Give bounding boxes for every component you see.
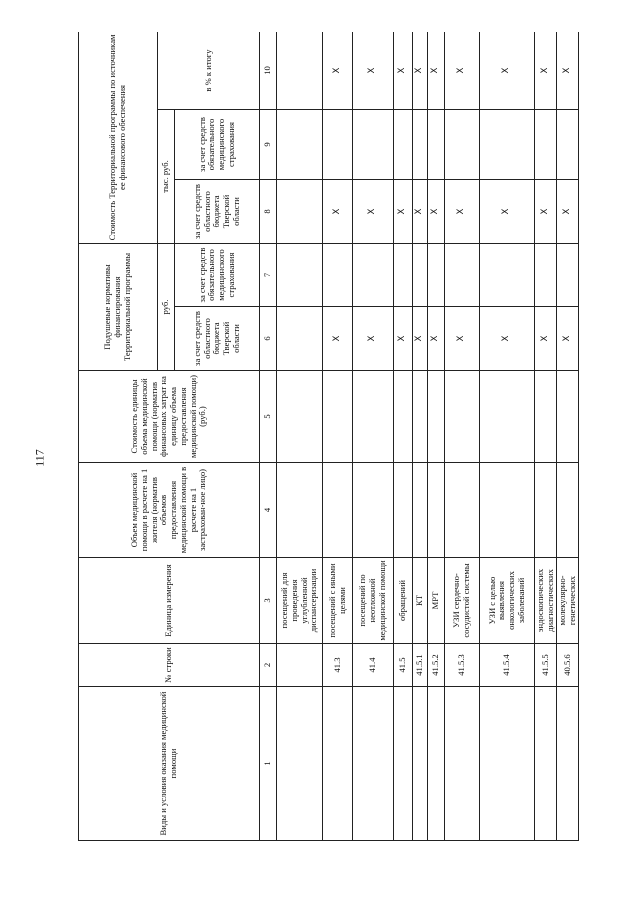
table-row (277, 32, 323, 841)
cell-name (277, 687, 323, 841)
cell-c9 (353, 110, 394, 180)
cell-c4 (479, 463, 534, 558)
table-row (353, 32, 394, 841)
header-kind: Виды и условия оказания медицинской помощи (79, 687, 260, 841)
cell-c9 (412, 110, 427, 180)
cell-c6: X (444, 307, 479, 371)
table-row (427, 32, 444, 841)
cell-c5 (427, 371, 444, 463)
cell-no (277, 644, 323, 687)
cell-no: 41.4 (353, 644, 394, 687)
column-number: 2 (260, 644, 277, 687)
cell-name (557, 687, 579, 841)
cell-c7 (412, 244, 427, 307)
cell-c8: X (323, 180, 353, 244)
cell-unit: КТ (412, 558, 427, 644)
cell-c6: X (479, 307, 534, 371)
cell-c4 (393, 463, 412, 558)
cell-c4 (557, 463, 579, 558)
cell-c6: X (427, 307, 444, 371)
cell-unit: молекулярно-генетических (557, 558, 579, 644)
header-norms-oms: за счет средств обязательного медицинского страхования (174, 244, 259, 307)
cell-c10: X (412, 32, 427, 110)
header-row-no: № строки (79, 644, 260, 687)
cell-c8: X (393, 180, 412, 244)
header-cost: Стоимость Территориальной программы по источникам ее финансового обеспечения (79, 32, 158, 244)
column-number: 6 (260, 307, 277, 371)
cell-c10: X (323, 32, 353, 110)
cell-c8: X (353, 180, 394, 244)
cell-c9 (444, 110, 479, 180)
cell-c9 (427, 110, 444, 180)
cell-c5 (479, 371, 534, 463)
cell-no: 41.3 (323, 644, 353, 687)
cell-unit: УЗИ сердечно-сосудистой системы (444, 558, 479, 644)
table-row (412, 32, 427, 841)
column-number: 1 (260, 687, 277, 841)
cell-c10: X (535, 32, 557, 110)
header-cost-unit: тыс. руб. (157, 110, 174, 244)
cell-c6: X (412, 307, 427, 371)
cell-name (535, 687, 557, 841)
cell-c10 (277, 32, 323, 110)
cell-c8: X (479, 180, 534, 244)
cell-unit: посещений с иными целями (323, 558, 353, 644)
table-row (444, 32, 479, 841)
header-row-1 (79, 32, 158, 841)
cell-c10: X (479, 32, 534, 110)
cell-c6: X (393, 307, 412, 371)
cell-no: 41.5.5 (535, 644, 557, 687)
cell-c6 (277, 307, 323, 371)
cell-no: 40.5.6 (557, 644, 579, 687)
cell-c7 (557, 244, 579, 307)
cell-c5 (277, 371, 323, 463)
header-norms-budget: за счет средств областного бюджета Тверской области (174, 307, 259, 371)
cell-name (323, 687, 353, 841)
cell-c10: X (557, 32, 579, 110)
financing-table (78, 32, 579, 841)
cell-c5 (323, 371, 353, 463)
table-row (535, 32, 557, 841)
cell-c4 (444, 463, 479, 558)
column-number: 7 (260, 244, 277, 307)
cell-no: 41.5 (393, 644, 412, 687)
header-norms: Подушевые нормативы финансирования Территориальной программы (79, 244, 158, 371)
cell-unit: УЗИ с целью выявления онкологических заболеваний (479, 558, 534, 644)
column-number: 3 (260, 558, 277, 644)
header-cost-budget: за счет средств областного бюджета Тверской области (174, 180, 259, 244)
cell-c4 (535, 463, 557, 558)
cell-c10: X (353, 32, 394, 110)
cell-c6: X (323, 307, 353, 371)
cell-name (427, 687, 444, 841)
column-numbers-row (260, 32, 277, 841)
cell-name (353, 687, 394, 841)
cell-c8 (277, 180, 323, 244)
cell-no: 41.5.3 (444, 644, 479, 687)
cell-name (479, 687, 534, 841)
cell-c4 (323, 463, 353, 558)
cell-c7 (323, 244, 353, 307)
column-number: 9 (260, 110, 277, 180)
cell-c10: X (427, 32, 444, 110)
cell-c4 (412, 463, 427, 558)
cell-c9 (323, 110, 353, 180)
table-row (323, 32, 353, 841)
cell-c7 (444, 244, 479, 307)
cell-c8: X (557, 180, 579, 244)
cell-name (444, 687, 479, 841)
cell-c8: X (412, 180, 427, 244)
cell-unit: обращений (393, 558, 412, 644)
column-number: 8 (260, 180, 277, 244)
cell-c7 (479, 244, 534, 307)
table-row (393, 32, 412, 841)
cell-no: 41.5.2 (427, 644, 444, 687)
cell-name (412, 687, 427, 841)
cell-c7 (393, 244, 412, 307)
table-row (557, 32, 579, 841)
cell-c9 (557, 110, 579, 180)
cell-c5 (353, 371, 394, 463)
cell-c6: X (353, 307, 394, 371)
table-row (479, 32, 534, 841)
cell-c7 (427, 244, 444, 307)
cell-unit: МРТ (427, 558, 444, 644)
cell-c5 (535, 371, 557, 463)
cell-c8: X (444, 180, 479, 244)
header-cost-oms: за счет средств обязательного медицинского страхования (174, 110, 259, 180)
cell-c5 (444, 371, 479, 463)
cell-c6: X (535, 307, 557, 371)
cell-unit: посещений для проведения углубленной диспансеризации (277, 558, 323, 644)
cell-c5 (557, 371, 579, 463)
header-unit-cost: Стоимость единицы объема медицинской помощи (норматив финансовых затрат на единицу объема предоставления медицинской помощи) (руб.) (79, 371, 260, 463)
header-volume: Объем медицинской помощи в расчете на 1 жителя (норматив объемов предоставления медицинской помощи в расчете на 1 застрахован-ное лицо) (79, 463, 260, 558)
cell-c8: X (427, 180, 444, 244)
cell-c8: X (535, 180, 557, 244)
cell-unit: посещений по неотложной медицинской помощи (353, 558, 394, 644)
cell-c7 (277, 244, 323, 307)
header-norms-unit: руб. (157, 244, 174, 371)
cell-unit: эндоскопических диагностических (535, 558, 557, 644)
cell-c9 (393, 110, 412, 180)
cell-c5 (393, 371, 412, 463)
cell-c6: X (557, 307, 579, 371)
cell-c10: X (393, 32, 412, 110)
column-number: 10 (260, 32, 277, 110)
rotated-table-area (78, 32, 579, 841)
cell-c9 (277, 110, 323, 180)
cell-c7 (353, 244, 394, 307)
cell-c9 (479, 110, 534, 180)
cell-c5 (412, 371, 427, 463)
cell-no: 41.5.1 (412, 644, 427, 687)
header-percent: в % к итогу (157, 32, 259, 110)
page-number: 117 (32, 449, 47, 467)
cell-c4 (277, 463, 323, 558)
cell-name (393, 687, 412, 841)
cell-no: 41.5.4 (479, 644, 534, 687)
cell-c4 (427, 463, 444, 558)
column-number: 5 (260, 371, 277, 463)
cell-c4 (353, 463, 394, 558)
cell-c7 (535, 244, 557, 307)
cell-c10: X (444, 32, 479, 110)
header-unit: Единица измерения (79, 558, 260, 644)
column-number: 4 (260, 463, 277, 558)
cell-c9 (535, 110, 557, 180)
